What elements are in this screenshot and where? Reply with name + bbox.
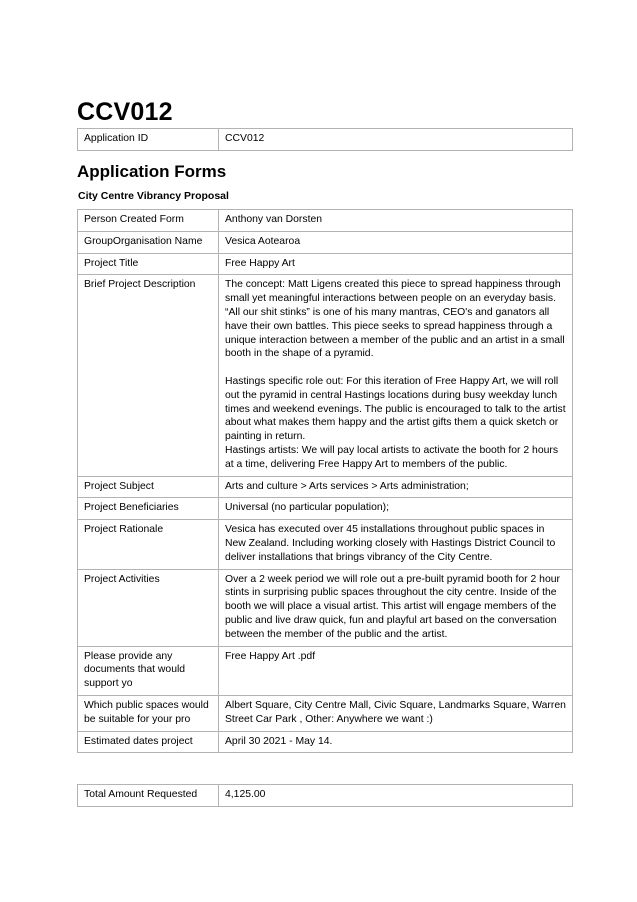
table-row: [78, 231, 573, 253]
row-value: Free Happy Art .pdf: [219, 646, 573, 695]
table-row: [78, 520, 573, 569]
total-amount-table: [77, 784, 573, 807]
row-label: Estimated dates project: [78, 731, 219, 753]
row-value: April 30 2021 - May 14.: [219, 731, 573, 753]
table-row: [78, 646, 573, 695]
row-value: Anthony van Dorsten: [219, 210, 573, 232]
table-row: [78, 785, 573, 807]
row-value: Free Happy Art: [219, 253, 573, 275]
row-value: Vesica Aotearoa: [219, 231, 573, 253]
row-value: Albert Square, City Centre Mall, Civic Square, Landmarks Square, Warren Street Car Park , Other: Anywhere we want :): [219, 695, 573, 731]
table-row: [78, 695, 573, 731]
row-label: Project Title: [78, 253, 219, 275]
row-label: Project Rationale: [78, 520, 219, 569]
row-label: Project Activities: [78, 569, 219, 646]
row-value: Arts and culture > Arts services > Arts administration;: [219, 476, 573, 498]
application-form-table: [77, 209, 573, 753]
table-row: [78, 210, 573, 232]
section-title: Application Forms: [77, 162, 227, 181]
row-value: Vesica has executed over 45 installations throughout public spaces in New Zealand. Including working closely with Hastings District Council to deliver installations that brings vibrancy of the City Centre.: [219, 520, 573, 569]
total-amount-label: Total Amount Requested: [78, 785, 219, 807]
table-row: [78, 476, 573, 498]
table-row: [78, 253, 573, 275]
row-label: Project Subject: [78, 476, 219, 498]
application-id-table: [77, 128, 573, 151]
form-name: City Centre Vibrancy Proposal: [78, 190, 229, 202]
row-value: The concept: Matt Ligens created this piece to spread happiness through small yet meaningful interactions between people on an everyday basis. “All our shit stinks” is one of his many mantras, CEO's and ganators all have their own battles. This piece seeks to spread happiness through a unique interaction between a member of the public and an artist in a small booth in the shape of a pyramid. Hastings specific role out: For this iteration of Free Happy Art, we will roll out the pyramid in central Hastings locations during busy weekday lunch times and weekend evenings. The public is encouraged to talk to the artist about what makes them happy and the artist gifts them a quick sketch or painting in return. Hastings artists: We will pay local artists to activate the booth for 2 hours at a time, delivering Free Happy Art to members of the public.: [219, 275, 573, 476]
table-row: [78, 731, 573, 753]
row-label: Which public spaces would be suitable for your pro: [78, 695, 219, 731]
page-title: CCV012: [77, 98, 173, 126]
total-amount-value: 4,125.00: [219, 785, 573, 807]
row-label: Brief Project Description: [78, 275, 219, 476]
table-row: [78, 569, 573, 646]
application-id-label: Application ID: [78, 129, 219, 151]
row-label: Project Beneficiaries: [78, 498, 219, 520]
application-id-value: CCV012: [219, 129, 573, 151]
row-value: Universal (no particular population);: [219, 498, 573, 520]
row-label: Please provide any documents that would support yo: [78, 646, 219, 695]
row-label: Person Created Form: [78, 210, 219, 232]
table-row: [78, 129, 573, 151]
table-row: [78, 275, 573, 476]
row-label: GroupOrganisation Name: [78, 231, 219, 253]
table-row: [78, 498, 573, 520]
row-value: Over a 2 week period we will role out a pre-built pyramid booth for 2 hour stints in surprising public spaces throughout the city centre. Inside of the booth we will place a visual artist. This artist will engage members of the public and live draw quick, fun and playful art based on the conversation between the member of the public and the artist.: [219, 569, 573, 646]
